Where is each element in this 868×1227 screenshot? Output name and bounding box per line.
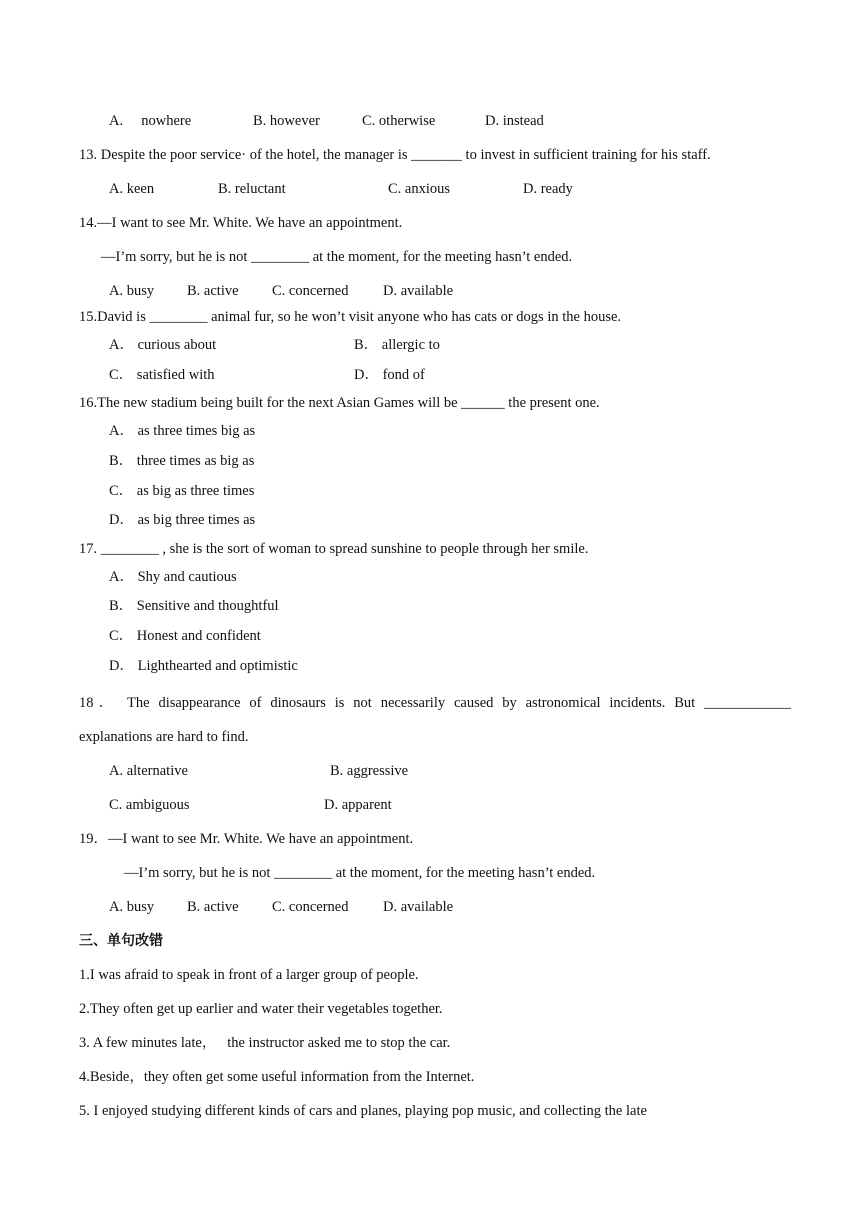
- q19-option-c: C. concerned: [272, 899, 349, 915]
- q16-stem: 16.The new stadium being built for the next Asian Games will be ______ the present one.: [79, 395, 600, 411]
- q12-option-a: A. nowhere: [109, 113, 192, 129]
- q13-option-b: B. reluctant: [218, 181, 286, 197]
- q15-option-d: D． fond of: [354, 367, 425, 383]
- q13-option-c: C. anxious: [388, 181, 451, 197]
- q17-option-d: D． Lighthearted and optimistic: [109, 658, 298, 674]
- q18-option-a: A. alternative: [109, 763, 188, 779]
- q14-stem-line2: —I’m sorry, but he is not ________ at the moment, for the meeting hasn’t ended.: [101, 249, 573, 265]
- q16-option-d: D． as big three times as: [109, 512, 256, 528]
- q18-option-d: D. apparent: [324, 797, 392, 813]
- q19-stem-line1: 19．—I want to see Mr. White. We have an appointment.: [79, 831, 414, 847]
- q14-option-d: D. available: [383, 283, 454, 299]
- q12-option-b: B. however: [253, 113, 320, 129]
- q14-option-c: C. concerned: [272, 283, 349, 299]
- q16-option-a: A． as three times big as: [109, 423, 256, 439]
- q17-stem: 17. ________ , she is the sort of woman to spread sunshine to people through her smile.: [79, 541, 589, 557]
- correction-item-1: 1.I was afraid to speak in front of a larger group of people.: [79, 967, 419, 983]
- q18-option-c: C. ambiguous: [109, 797, 190, 813]
- q19-stem-line2: —I’m sorry, but he is not ________ at the moment, for the meeting hasn’t ended.: [124, 865, 596, 881]
- q12-option-d: D. instead: [485, 113, 544, 129]
- q15-option-c: C． satisfied with: [109, 367, 215, 383]
- q17-option-c: C． Honest and confident: [109, 628, 261, 644]
- q15-option-b: B． allergic to: [354, 337, 440, 353]
- q16-option-c: C． as big as three times: [109, 483, 255, 499]
- q14-option-b: B. active: [187, 283, 239, 299]
- q19-option-d: D. available: [383, 899, 454, 915]
- q13-option-d: D. ready: [523, 181, 573, 197]
- q14-option-a: A. busy: [109, 283, 155, 299]
- q17-option-b: B． Sensitive and thoughtful: [109, 598, 279, 614]
- q12-option-c: C. otherwise: [362, 113, 436, 129]
- correction-item-5: 5. I enjoyed studying different kinds of cars and planes, playing pop music, and collecting the late: [79, 1103, 647, 1119]
- correction-item-3: 3. A few minutes late， the instructor asked me to stop the car.: [79, 1035, 451, 1051]
- q15-option-a: A． curious about: [109, 337, 217, 353]
- q18-stem-line1: 18． The disappearance of dinosaurs is not necessarily caused by astronomical incidents. But ____________: [79, 695, 791, 711]
- q17-option-a: A． Shy and cautious: [109, 569, 237, 585]
- correction-item-4: 4.Beside，they often get some useful information from the Internet.: [79, 1069, 475, 1085]
- q18-stem-line2: explanations are hard to find.: [79, 729, 249, 745]
- q13-stem: 13. Despite the poor service· of the hotel, the manager is _______ to invest in sufficient training for his staff.: [79, 147, 711, 163]
- q14-stem-line1: 14.—I want to see Mr. White. We have an appointment.: [79, 215, 403, 231]
- q16-option-b: B． three times as big as: [109, 453, 255, 469]
- section-heading: 三、单句改错: [79, 933, 163, 949]
- q19-option-b: B. active: [187, 899, 239, 915]
- correction-item-2: 2.They often get up earlier and water their vegetables together.: [79, 1001, 443, 1017]
- q19-option-a: A. busy: [109, 899, 155, 915]
- q18-option-b: B. aggressive: [330, 763, 409, 779]
- q15-stem: 15.David is ________ animal fur, so he won’t visit anyone who has cats or dogs in the house.: [79, 309, 622, 325]
- q13-option-a: A. keen: [109, 181, 155, 197]
